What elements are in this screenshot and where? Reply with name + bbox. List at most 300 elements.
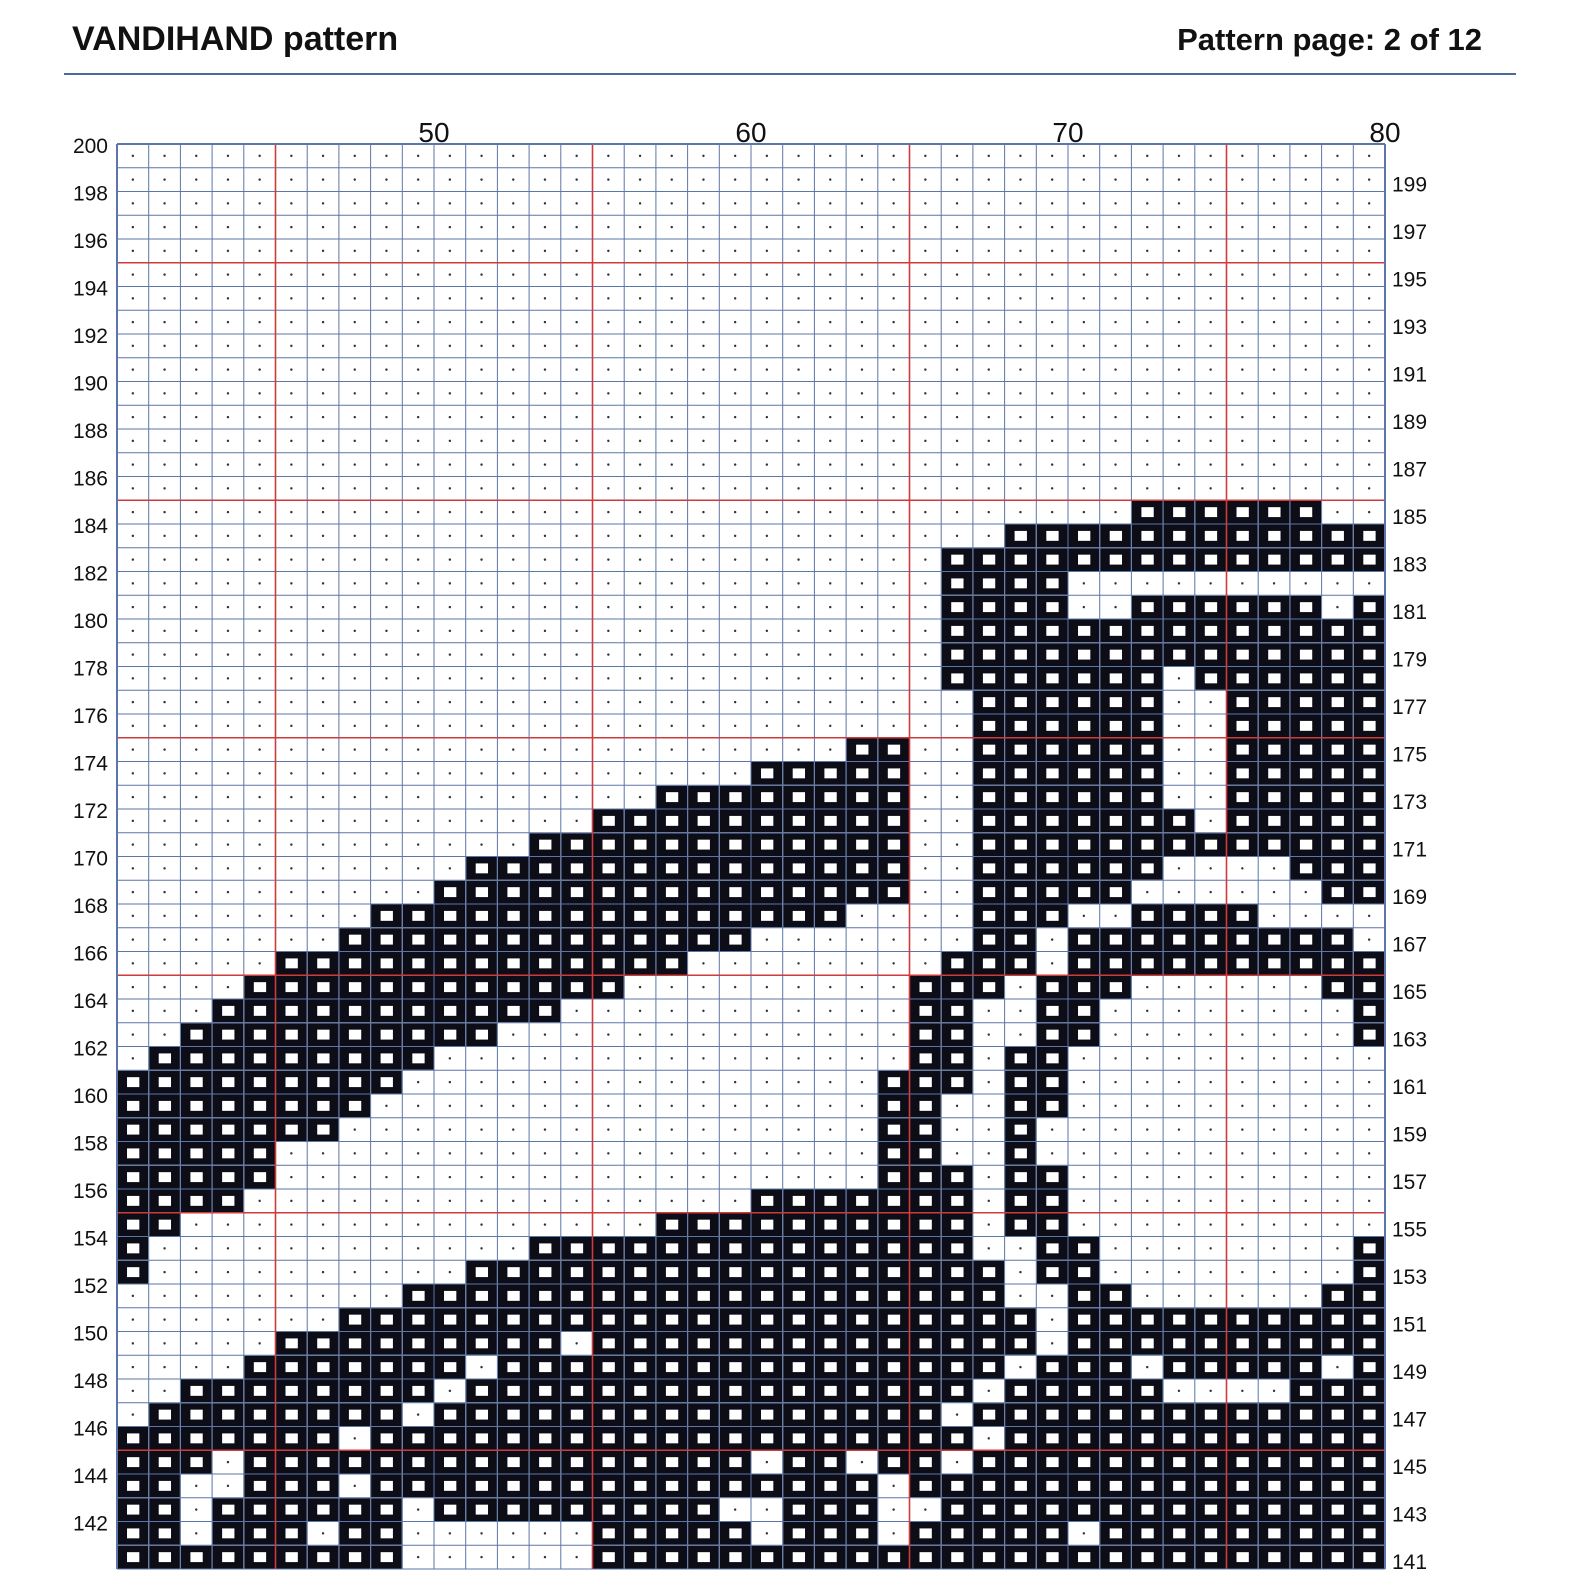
stitch-center bbox=[792, 768, 805, 779]
grid-dot bbox=[1114, 915, 1116, 917]
grid-dot bbox=[892, 582, 894, 584]
stitch-center bbox=[539, 1362, 552, 1373]
grid-dot bbox=[1336, 582, 1338, 584]
grid-dot bbox=[575, 558, 577, 560]
row-label-right: 159 bbox=[1392, 1123, 1428, 1147]
stitch-center bbox=[887, 1172, 900, 1183]
grid-dot bbox=[956, 345, 958, 347]
grid-dot bbox=[607, 1033, 609, 1035]
stitch-center bbox=[1014, 1528, 1027, 1539]
stitch-center bbox=[348, 1053, 361, 1064]
stitch-center bbox=[792, 1243, 805, 1254]
stitch-center bbox=[982, 982, 995, 993]
grid-dot bbox=[449, 202, 451, 204]
grid-dot bbox=[417, 1413, 419, 1415]
grid-dot bbox=[322, 891, 324, 893]
grid-dot bbox=[988, 368, 990, 370]
grid-dot bbox=[892, 1057, 894, 1059]
stitch-center bbox=[1299, 1362, 1312, 1373]
grid-dot bbox=[227, 226, 229, 228]
grid-dot bbox=[797, 463, 799, 465]
stitch-center bbox=[190, 1148, 203, 1159]
grid-dot bbox=[607, 273, 609, 275]
grid-dot bbox=[1273, 1128, 1275, 1130]
stitch-center bbox=[285, 1457, 298, 1468]
stitch-center bbox=[1363, 1480, 1376, 1491]
grid-dot bbox=[1209, 1223, 1211, 1225]
grid-dot bbox=[1241, 986, 1243, 988]
grid-dot bbox=[449, 677, 451, 679]
grid-dot bbox=[988, 1105, 990, 1107]
grid-dot bbox=[639, 653, 641, 655]
grid-dot bbox=[227, 1223, 229, 1225]
stitch-center bbox=[761, 1195, 774, 1206]
grid-dot bbox=[797, 226, 799, 228]
stitch-center bbox=[1299, 625, 1312, 636]
stitch-center bbox=[539, 1314, 552, 1325]
grid-dot bbox=[227, 1366, 229, 1368]
grid-dot bbox=[861, 1128, 863, 1130]
grid-dot bbox=[322, 226, 324, 228]
grid-dot bbox=[195, 155, 197, 157]
grid-dot bbox=[607, 321, 609, 323]
row-label-right: 197 bbox=[1392, 221, 1428, 245]
grid-dot bbox=[1051, 250, 1053, 252]
grid-dot bbox=[1083, 1105, 1085, 1107]
grid-dot bbox=[385, 582, 387, 584]
grid-dot bbox=[512, 440, 514, 442]
grid-dot bbox=[607, 582, 609, 584]
grid-dot bbox=[163, 250, 165, 252]
grid-dot bbox=[1019, 321, 1021, 323]
stitch-center bbox=[792, 1290, 805, 1301]
stitch-center bbox=[1331, 744, 1344, 755]
grid-dot bbox=[1273, 1010, 1275, 1012]
grid-dot bbox=[766, 653, 768, 655]
stitch-center bbox=[824, 1552, 837, 1563]
grid-dot bbox=[575, 511, 577, 513]
grid-dot bbox=[480, 1176, 482, 1178]
grid-dot bbox=[702, 986, 704, 988]
grid-dot bbox=[1305, 226, 1307, 228]
grid-dot bbox=[132, 606, 134, 608]
grid-dot bbox=[417, 1081, 419, 1083]
grid-dot bbox=[861, 155, 863, 157]
row-label-left: 190 bbox=[72, 372, 108, 396]
stitch-center bbox=[602, 1362, 615, 1373]
grid-dot bbox=[1178, 1033, 1180, 1035]
grid-dot bbox=[195, 273, 197, 275]
row-label-right: 195 bbox=[1392, 268, 1428, 292]
stitch-center bbox=[1204, 649, 1217, 660]
grid-dot bbox=[1209, 748, 1211, 750]
stitch-center bbox=[602, 1243, 615, 1254]
stitch-center bbox=[539, 1267, 552, 1278]
grid-dot bbox=[861, 178, 863, 180]
stitch-center bbox=[602, 982, 615, 993]
grid-dot bbox=[417, 1247, 419, 1249]
stitch-center bbox=[1173, 1409, 1186, 1420]
stitch-center bbox=[222, 1005, 235, 1016]
row-label-left: 196 bbox=[72, 230, 108, 253]
grid-dot bbox=[671, 1176, 673, 1178]
grid-dot bbox=[1083, 1200, 1085, 1202]
stitch-center bbox=[253, 1029, 266, 1040]
grid-dot bbox=[575, 368, 577, 370]
grid-dot bbox=[1241, 867, 1243, 869]
grid-dot bbox=[1368, 511, 1370, 513]
grid-dot bbox=[766, 1508, 768, 1510]
grid-dot bbox=[607, 202, 609, 204]
grid-dot bbox=[322, 416, 324, 418]
stitch-center bbox=[982, 720, 995, 731]
stitch-center bbox=[761, 1362, 774, 1373]
stitch-center bbox=[380, 1053, 393, 1064]
stitch-center bbox=[1173, 507, 1186, 518]
stitch-center bbox=[919, 1480, 932, 1491]
grid-dot bbox=[734, 226, 736, 228]
grid-dot bbox=[544, 321, 546, 323]
grid-dot bbox=[1019, 487, 1021, 489]
grid-dot bbox=[1178, 392, 1180, 394]
stitch-center bbox=[729, 934, 742, 945]
stitch-center bbox=[348, 1385, 361, 1396]
grid-dot bbox=[1305, 1057, 1307, 1059]
row-label-left: 144 bbox=[72, 1465, 108, 1488]
stitch-center bbox=[982, 625, 995, 636]
grid-dot bbox=[322, 463, 324, 465]
stitch-center bbox=[634, 1267, 647, 1278]
grid-dot bbox=[1114, 1033, 1116, 1035]
grid-dot bbox=[671, 321, 673, 323]
grid-dot bbox=[195, 368, 197, 370]
grid-dot bbox=[892, 1010, 894, 1012]
stitch-center bbox=[1014, 554, 1027, 565]
grid-dot bbox=[829, 297, 831, 299]
grid-dot bbox=[861, 416, 863, 418]
grid-dot bbox=[1019, 226, 1021, 228]
grid-dot bbox=[449, 796, 451, 798]
stitch-center bbox=[1046, 768, 1059, 779]
stitch-center bbox=[1078, 530, 1091, 541]
stitch-center bbox=[380, 1504, 393, 1515]
grid-dot bbox=[829, 226, 831, 228]
row-label-right: 187 bbox=[1392, 458, 1428, 482]
grid-dot bbox=[1178, 1223, 1180, 1225]
grid-dot bbox=[575, 630, 577, 632]
stitch-center bbox=[824, 1385, 837, 1396]
grid-dot bbox=[417, 558, 419, 560]
grid-dot bbox=[1209, 986, 1211, 988]
grid-dot bbox=[449, 1556, 451, 1558]
stitch-center bbox=[1078, 815, 1091, 826]
stitch-center bbox=[1331, 1504, 1344, 1515]
stitch-center bbox=[887, 1385, 900, 1396]
stitch-center bbox=[1014, 1338, 1027, 1349]
grid-dot bbox=[797, 297, 799, 299]
grid-dot bbox=[575, 1105, 577, 1107]
grid-dot bbox=[417, 155, 419, 157]
grid-dot bbox=[797, 487, 799, 489]
grid-dot bbox=[163, 962, 165, 964]
grid-dot bbox=[512, 1105, 514, 1107]
grid-dot bbox=[195, 1271, 197, 1273]
grid-dot bbox=[417, 630, 419, 632]
grid-dot bbox=[385, 202, 387, 204]
grid-dot bbox=[385, 606, 387, 608]
grid-dot bbox=[1083, 1128, 1085, 1130]
stitch-center bbox=[285, 982, 298, 993]
stitch-center bbox=[665, 1528, 678, 1539]
grid-dot bbox=[417, 1128, 419, 1130]
page-counter: Pattern page: 2 of 12 bbox=[1177, 22, 1482, 57]
grid-dot bbox=[132, 1413, 134, 1415]
grid-dot bbox=[385, 1105, 387, 1107]
grid-dot bbox=[1209, 1271, 1211, 1273]
grid-dot bbox=[575, 582, 577, 584]
stitch-center bbox=[1046, 1077, 1059, 1088]
stitch-center bbox=[317, 1457, 330, 1468]
stitch-center bbox=[412, 910, 425, 921]
grid-dot bbox=[417, 392, 419, 394]
grid-dot bbox=[988, 1010, 990, 1012]
grid-dot bbox=[702, 606, 704, 608]
grid-dot bbox=[417, 321, 419, 323]
stitch-center bbox=[919, 1409, 932, 1420]
grid-dot bbox=[322, 178, 324, 180]
stitch-center bbox=[285, 1385, 298, 1396]
stitch-center bbox=[1204, 625, 1217, 636]
stitch-center bbox=[475, 1385, 488, 1396]
grid-dot bbox=[861, 1057, 863, 1059]
stitch-center bbox=[1046, 1195, 1059, 1206]
stitch-center bbox=[1078, 1290, 1091, 1301]
grid-dot bbox=[1305, 1010, 1307, 1012]
grid-dot bbox=[639, 1200, 641, 1202]
grid-dot bbox=[512, 820, 514, 822]
stitch-center bbox=[1331, 697, 1344, 708]
grid-dot bbox=[227, 938, 229, 940]
stitch-center bbox=[792, 1385, 805, 1396]
stitch-center bbox=[792, 1409, 805, 1420]
grid-dot bbox=[1305, 1271, 1307, 1273]
grid-dot bbox=[132, 915, 134, 917]
stitch-center bbox=[1078, 887, 1091, 898]
grid-dot bbox=[1336, 1200, 1338, 1202]
stitch-center bbox=[1078, 1504, 1091, 1515]
stitch-center bbox=[856, 1528, 869, 1539]
stitch-center bbox=[887, 1552, 900, 1563]
grid-dot bbox=[1368, 1176, 1370, 1178]
stitch-center bbox=[602, 1338, 615, 1349]
grid-dot bbox=[544, 796, 546, 798]
stitch-center bbox=[1331, 1528, 1344, 1539]
grid-dot bbox=[132, 226, 134, 228]
stitch-center bbox=[380, 1314, 393, 1325]
stitch-center bbox=[824, 1338, 837, 1349]
stitch-center bbox=[1204, 910, 1217, 921]
stitch-center bbox=[507, 1267, 520, 1278]
grid-dot bbox=[512, 250, 514, 252]
grid-dot bbox=[1336, 1128, 1338, 1130]
stitch-center bbox=[1299, 1385, 1312, 1396]
grid-dot bbox=[290, 511, 292, 513]
grid-dot bbox=[575, 820, 577, 822]
stitch-center bbox=[1109, 530, 1122, 541]
grid-dot bbox=[163, 582, 165, 584]
grid-dot bbox=[797, 938, 799, 940]
grid-dot bbox=[575, 1200, 577, 1202]
stitch-center bbox=[1173, 1528, 1186, 1539]
grid-dot bbox=[480, 226, 482, 228]
grid-dot bbox=[417, 1152, 419, 1154]
grid-dot bbox=[258, 867, 260, 869]
stitch-center bbox=[856, 1504, 869, 1515]
grid-dot bbox=[797, 962, 799, 964]
grid-dot bbox=[417, 178, 419, 180]
stitch-center bbox=[285, 1409, 298, 1420]
grid-dot bbox=[1209, 345, 1211, 347]
stitch-center bbox=[570, 1480, 583, 1491]
grid-dot bbox=[449, 606, 451, 608]
grid-dot bbox=[322, 677, 324, 679]
stitch-center bbox=[317, 1053, 330, 1064]
grid-dot bbox=[227, 1461, 229, 1463]
grid-dot bbox=[1336, 368, 1338, 370]
grid-dot bbox=[132, 368, 134, 370]
grid-dot bbox=[1019, 440, 1021, 442]
grid-dot bbox=[797, 1176, 799, 1178]
stitch-center bbox=[1363, 1409, 1376, 1420]
grid-dot bbox=[1273, 250, 1275, 252]
stitch-center bbox=[412, 1290, 425, 1301]
stitch-center bbox=[158, 1148, 171, 1159]
stitch-center bbox=[127, 1267, 140, 1278]
row-label-right: 183 bbox=[1392, 553, 1428, 577]
grid-dot bbox=[163, 653, 165, 655]
stitch-center bbox=[1141, 958, 1154, 969]
grid-dot bbox=[322, 1200, 324, 1202]
grid-dot bbox=[544, 1105, 546, 1107]
stitch-center bbox=[792, 1528, 805, 1539]
stitch-center bbox=[1014, 1457, 1027, 1468]
grid-dot bbox=[258, 796, 260, 798]
grid-dot bbox=[1209, 582, 1211, 584]
grid-dot bbox=[956, 843, 958, 845]
grid-dot bbox=[924, 938, 926, 940]
grid-dot bbox=[449, 843, 451, 845]
stitch-center bbox=[951, 982, 964, 993]
grid-dot bbox=[258, 701, 260, 703]
grid-dot bbox=[671, 440, 673, 442]
stitch-center bbox=[856, 887, 869, 898]
grid-dot bbox=[766, 986, 768, 988]
grid-dot bbox=[1273, 1176, 1275, 1178]
stitch-center bbox=[158, 1409, 171, 1420]
stitch-center bbox=[951, 578, 964, 589]
stitch-center bbox=[792, 1267, 805, 1278]
stitch-center bbox=[729, 1362, 742, 1373]
grid-dot bbox=[1336, 1223, 1338, 1225]
stitch-center bbox=[412, 1433, 425, 1444]
grid-dot bbox=[1178, 1390, 1180, 1392]
stitch-center bbox=[1363, 958, 1376, 969]
grid-dot bbox=[1178, 463, 1180, 465]
grid-dot bbox=[734, 1508, 736, 1510]
grid-dot bbox=[639, 463, 641, 465]
grid-dot bbox=[449, 535, 451, 537]
grid-dot bbox=[544, 748, 546, 750]
stitch-center bbox=[761, 1385, 774, 1396]
stitch-center bbox=[1173, 1504, 1186, 1515]
grid-dot bbox=[702, 1128, 704, 1130]
grid-dot bbox=[163, 321, 165, 323]
grid-dot bbox=[322, 630, 324, 632]
stitch-center bbox=[887, 1100, 900, 1111]
grid-dot bbox=[512, 1152, 514, 1154]
stitch-center bbox=[1046, 1267, 1059, 1278]
grid-dot bbox=[1146, 155, 1148, 157]
grid-dot bbox=[258, 202, 260, 204]
stitch-center bbox=[1173, 934, 1186, 945]
grid-dot bbox=[829, 463, 831, 465]
stitch-center bbox=[887, 1409, 900, 1420]
column-label: 80 bbox=[1369, 117, 1401, 148]
stitch-center bbox=[380, 1457, 393, 1468]
grid-dot bbox=[1336, 487, 1338, 489]
grid-dot bbox=[1178, 891, 1180, 893]
grid-dot bbox=[195, 1342, 197, 1344]
grid-dot bbox=[861, 606, 863, 608]
stitch-center bbox=[222, 1528, 235, 1539]
stitch-center bbox=[1268, 815, 1281, 826]
stitch-center bbox=[222, 1077, 235, 1088]
grid-dot bbox=[544, 273, 546, 275]
row-label-right: 161 bbox=[1392, 1076, 1428, 1100]
grid-dot bbox=[639, 297, 641, 299]
grid-dot bbox=[480, 606, 482, 608]
stitch-center bbox=[634, 1552, 647, 1563]
grid-dot bbox=[1178, 416, 1180, 418]
grid-dot bbox=[132, 392, 134, 394]
grid-dot bbox=[1209, 891, 1211, 893]
grid-dot bbox=[988, 1128, 990, 1130]
grid-dot bbox=[132, 487, 134, 489]
grid-dot bbox=[1273, 1033, 1275, 1035]
grid-dot bbox=[766, 1010, 768, 1012]
stitch-center bbox=[697, 1362, 710, 1373]
stitch-center bbox=[1141, 720, 1154, 731]
grid-dot bbox=[480, 511, 482, 513]
stitch-center bbox=[412, 1005, 425, 1016]
stitch-center bbox=[570, 958, 583, 969]
grid-dot bbox=[671, 1081, 673, 1083]
grid-dot bbox=[163, 891, 165, 893]
grid-dot bbox=[1336, 1152, 1338, 1154]
grid-dot bbox=[575, 440, 577, 442]
grid-dot bbox=[797, 1081, 799, 1083]
grid-dot bbox=[702, 297, 704, 299]
grid-dot bbox=[258, 915, 260, 917]
grid-dot bbox=[575, 677, 577, 679]
grid-dot bbox=[227, 1295, 229, 1297]
stitch-center bbox=[856, 1480, 869, 1491]
stitch-center bbox=[602, 1290, 615, 1301]
grid-dot bbox=[861, 1033, 863, 1035]
grid-dot bbox=[290, 440, 292, 442]
grid-dot bbox=[1241, 297, 1243, 299]
stitch-center bbox=[444, 982, 457, 993]
